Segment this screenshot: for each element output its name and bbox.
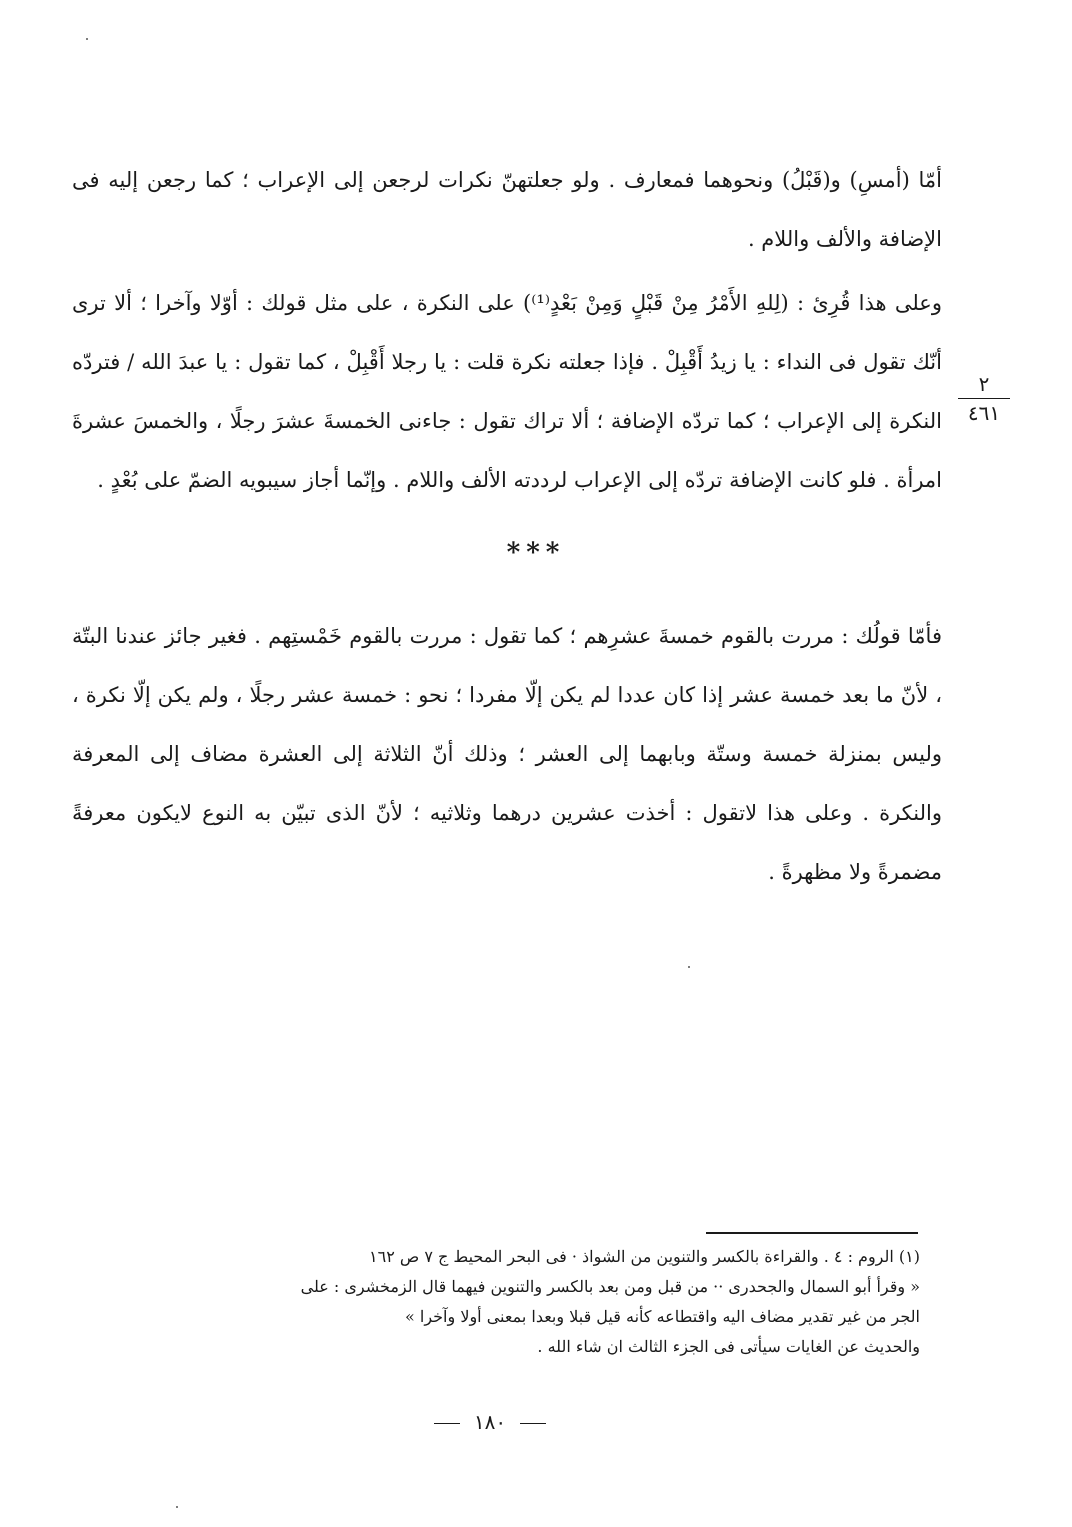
section-separator: *** [506, 538, 566, 568]
body-paragraph-2: وعلى هذا قُرِئ : (لِلهِ الأَمْرُ مِنْ قَبْلٍ وَمِنْ بَعْدٍ⁽¹⁾) على النكرة ، على مثل قولك : أوّلا وآخرا ؛ ألا ترى أنّك تقول فى النداء : يا زيدُ أَقْبِلْ . فإذا جعلته نكرة قلت : يا رجلا أَقْبِلْ ، كما تقول : يا عبدَ الله / فتردّه النكرة إلى الإعراب ؛ كما تردّه الإضافة ؛ ألا تراك تقول : جاءنى الخمسةَ عشرَ رجلًا ، والخمسَ عشرةَ امرأة . فلو كانت الإضافة تردّه إلى الإعراب لرددته الألف واللام . وإنّما أجاز سيبويه الضمّ على بُعْدٍ . [72, 291, 942, 492]
page-number-dash [520, 1423, 546, 1424]
scan-speck [86, 38, 88, 40]
margin-reference [958, 372, 1010, 425]
footnote-line: (١) الروم : ٤ . والقراءة بالكسر والتنوين من الشواذ · فى البحر المحيط ج ٧ ص ١٦٢ [369, 1247, 920, 1266]
margin-reference-part: ٢ [958, 372, 1010, 399]
scan-speck [176, 1506, 178, 1508]
footnotes [70, 1242, 920, 1362]
page-number-value: ١٨٠ [473, 1410, 507, 1434]
page-number-dash [434, 1423, 460, 1424]
footnote-line: « وقرأ أبو السمال والجحدرى ·· من قبل ومن بعد بالكسر والتنوين فيهما قال الزمخشرى : على [300, 1277, 920, 1296]
body-paragraph-3: فأمّا قولُك : مررت بالقوم خمسةَ عشرِهم ؛ كما تقول : مررت بالقوم خَمْستِهم . فغير جائز عندنا البتّة ، لأنّ ما بعد خمسة عشر إذا كان عددا لم يكن إلّا مفردا ؛ نحو : خمسة عشر رجلًا ، ولم يكن إلّا نكرة ، وليس بمنزلة خمسة وستّة وبابهما إلى العشر ؛ وذلك أنّ الثلاثة إلى العشرة مضاف إلى المعرفة والنكرة . وعلى هذا لاتقول : أخذت عشرين درهما وثلاثيه ؛ لأنّ الذى تبيّن به النوع لايكون معرفةً مضمرةً ولا مظهرةً . [72, 624, 942, 884]
body-paragraph-1: أمّا (أمسِ) و(قَبْلُ) ونحوهما فمعارف . ولو جعلتهنّ نكرات لرجعن إلى الإعراب ؛ كما رجعن إليه فى الإضافة والألف واللام . [72, 168, 942, 251]
footnote-line: الجر من غير تقدير مضاف اليه واقتطاعه كأنه قيل قبلا وبعدا بمعنى أولا وآخرا » [405, 1307, 920, 1326]
footnote-divider [706, 1232, 918, 1234]
margin-reference-page: ٤٦١ [967, 401, 1001, 425]
footnote-line: والحديث عن الغايات سيأتى فى الجزء الثالث ان شاء الله . [537, 1337, 920, 1356]
page-number [0, 1410, 980, 1434]
scan-speck [688, 966, 690, 968]
